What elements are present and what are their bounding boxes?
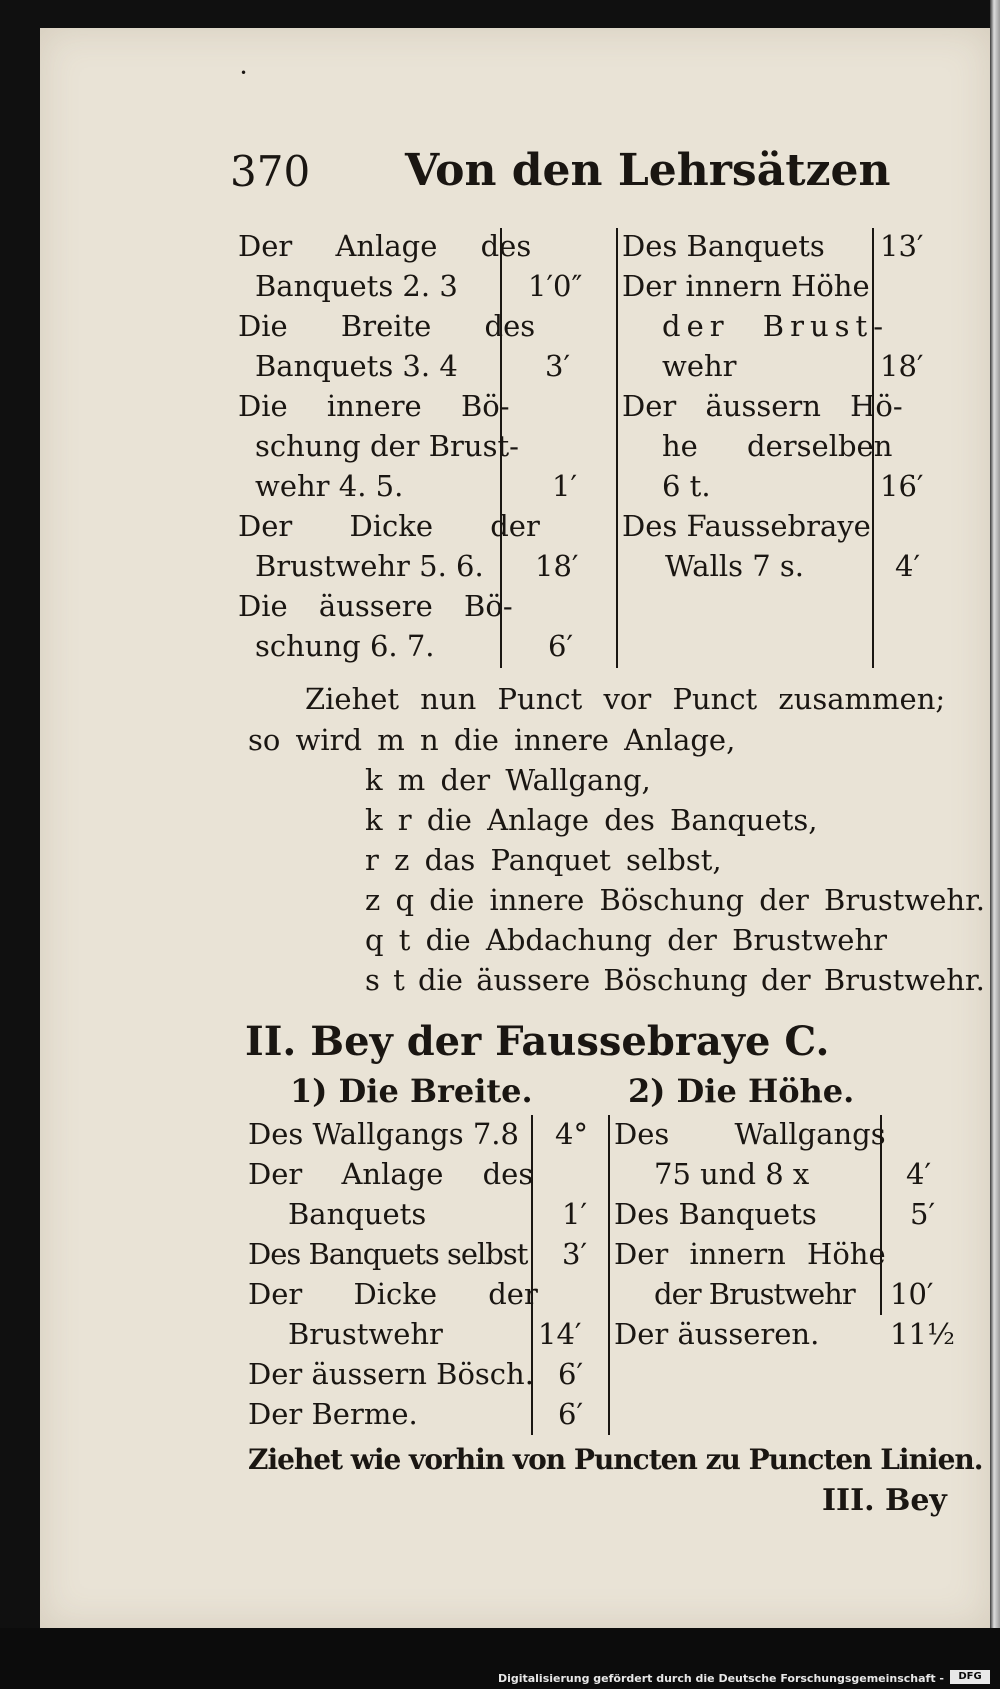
- t2-left-4-l1: Der äussern Bösch.: [248, 1357, 534, 1391]
- t1-left-0-l2: Banquets 2. 3: [255, 269, 458, 303]
- t2-left-5-value: 6′: [558, 1397, 584, 1431]
- t2-right-2-value: 10′: [890, 1277, 934, 1311]
- t1-left-1-l2: Banquets 3. 4: [255, 349, 458, 383]
- t1-left-3-l2: Brustwehr 5. 6.: [255, 549, 484, 583]
- col1-heading: 1) Die Breite.: [290, 1072, 533, 1110]
- t2-left-4-value: 6′: [558, 1357, 584, 1391]
- section-heading: II. Bey der Faussebraye C.: [245, 1018, 830, 1065]
- t1-left-2-l2: schung der Brust-: [255, 429, 519, 463]
- table1-rule-2: [616, 228, 618, 668]
- instruction-intro: Ziehet nun Punct vor Punct zusammen;: [305, 682, 946, 716]
- t2-right-2-l1: Der innern Höhe: [614, 1237, 886, 1271]
- col2-heading: 2) Die Höhe.: [628, 1072, 855, 1110]
- t2-left-1-l2: Banquets: [288, 1197, 427, 1231]
- catchword: III. Bey: [822, 1483, 947, 1518]
- t1-right-1-l3: wehr: [662, 349, 737, 383]
- t2-right-0-l2: 75 und 8 x: [654, 1157, 810, 1191]
- table2-rule-2: [608, 1115, 610, 1435]
- t1-left-0-value: 1′0″: [528, 269, 583, 303]
- t1-right-0-value: 13′: [880, 229, 924, 263]
- t2-right-3-value: 11½: [890, 1317, 956, 1351]
- t1-left-3-value: 18′: [535, 549, 579, 583]
- t1-right-2-value: 16′: [880, 469, 924, 503]
- footer-credit: Digitalisierung gefördert durch die Deutsche Forschungsgemeinschaft -: [497, 1672, 944, 1685]
- t1-right-2-l2: he derselben: [662, 429, 893, 463]
- page-number: 370: [230, 147, 311, 196]
- t1-right-3-l2: Walls 7 s.: [665, 549, 804, 583]
- t2-left-1-value: 1′: [562, 1197, 588, 1231]
- t2-left-3-value: 14′: [538, 1317, 582, 1351]
- t1-left-4-l1: Die äussere Bö-: [238, 589, 513, 623]
- page-edge: [990, 0, 1000, 1689]
- t1-right-1-l2: der Brust-: [662, 309, 889, 343]
- t1-left-1-value: 3′: [545, 349, 571, 383]
- instruction-line-4: z q die innere Böschung der Brustwehr.: [365, 883, 985, 917]
- t2-left-2-l1: Des Banquets selbst: [248, 1237, 528, 1271]
- dfg-logo: DFG: [950, 1670, 990, 1684]
- t1-left-2-l1: Die innere Bö-: [238, 389, 510, 423]
- instruction-line-3: r z das Panquet selbst,: [365, 843, 722, 877]
- t1-left-4-value: 6′: [548, 629, 574, 663]
- instruction-line-6: s t die äussere Böschung der Brustwehr.: [365, 963, 985, 997]
- t2-left-0-value: 4°: [555, 1117, 588, 1151]
- t1-right-1-value: 18′: [880, 349, 924, 383]
- page-mark: •: [240, 66, 248, 80]
- t1-left-4-l2: schung 6. 7.: [255, 629, 435, 663]
- t2-left-3-l2: Brustwehr: [288, 1317, 443, 1351]
- t2-right-1-value: 5′: [910, 1197, 936, 1231]
- running-title: Von den Lehrsätzen: [405, 145, 891, 196]
- t1-left-0-l1: Der Anlage des: [238, 229, 532, 263]
- closing-line: Ziehet wie vorhin von Puncten zu Puncten Linien.: [248, 1443, 983, 1476]
- t2-left-0-l1: Des Wallgangs 7.8: [248, 1117, 519, 1151]
- t1-right-3-value: 4′: [895, 549, 921, 583]
- t2-right-0-l1: Des Wallgangs: [614, 1117, 886, 1151]
- t2-right-1-l1: Des Banquets: [614, 1197, 817, 1231]
- t2-right-2-l2: der Brustwehr: [654, 1277, 855, 1311]
- instruction-line-1: k m der Wallgang,: [365, 763, 651, 797]
- instruction-line-5: q t die Abdachung der Brustwehr: [365, 923, 888, 957]
- t2-left-1-l1: Der Anlage des: [248, 1157, 534, 1191]
- t1-right-2-l1: Der äussern Hö-: [622, 389, 903, 423]
- t1-right-3-l1: Des Faussebraye: [622, 509, 871, 543]
- t2-right-3-l1: Der äusseren.: [614, 1317, 820, 1351]
- t1-left-3-l1: Der Dicke der: [238, 509, 540, 543]
- t1-right-1-l1: Der innern Höhe: [622, 269, 870, 303]
- t1-left-2-l3: wehr 4. 5.: [255, 469, 404, 503]
- t2-right-0-value: 4′: [906, 1157, 932, 1191]
- t1-left-1-l1: Die Breite des: [238, 309, 536, 343]
- t2-left-2-value: 3′: [562, 1237, 588, 1271]
- t1-left-2-value: 1′: [552, 469, 578, 503]
- t1-right-0-l1: Des Banquets: [622, 229, 825, 263]
- instruction-line-0: so wird m n die innere Anlage,: [248, 723, 736, 757]
- t2-left-5-l1: Der Berme.: [248, 1397, 418, 1431]
- t1-right-2-l3: 6 t.: [662, 469, 711, 503]
- t2-left-3-l1: Der Dicke der: [248, 1277, 538, 1311]
- instruction-line-2: k r die Anlage des Banquets,: [365, 803, 818, 837]
